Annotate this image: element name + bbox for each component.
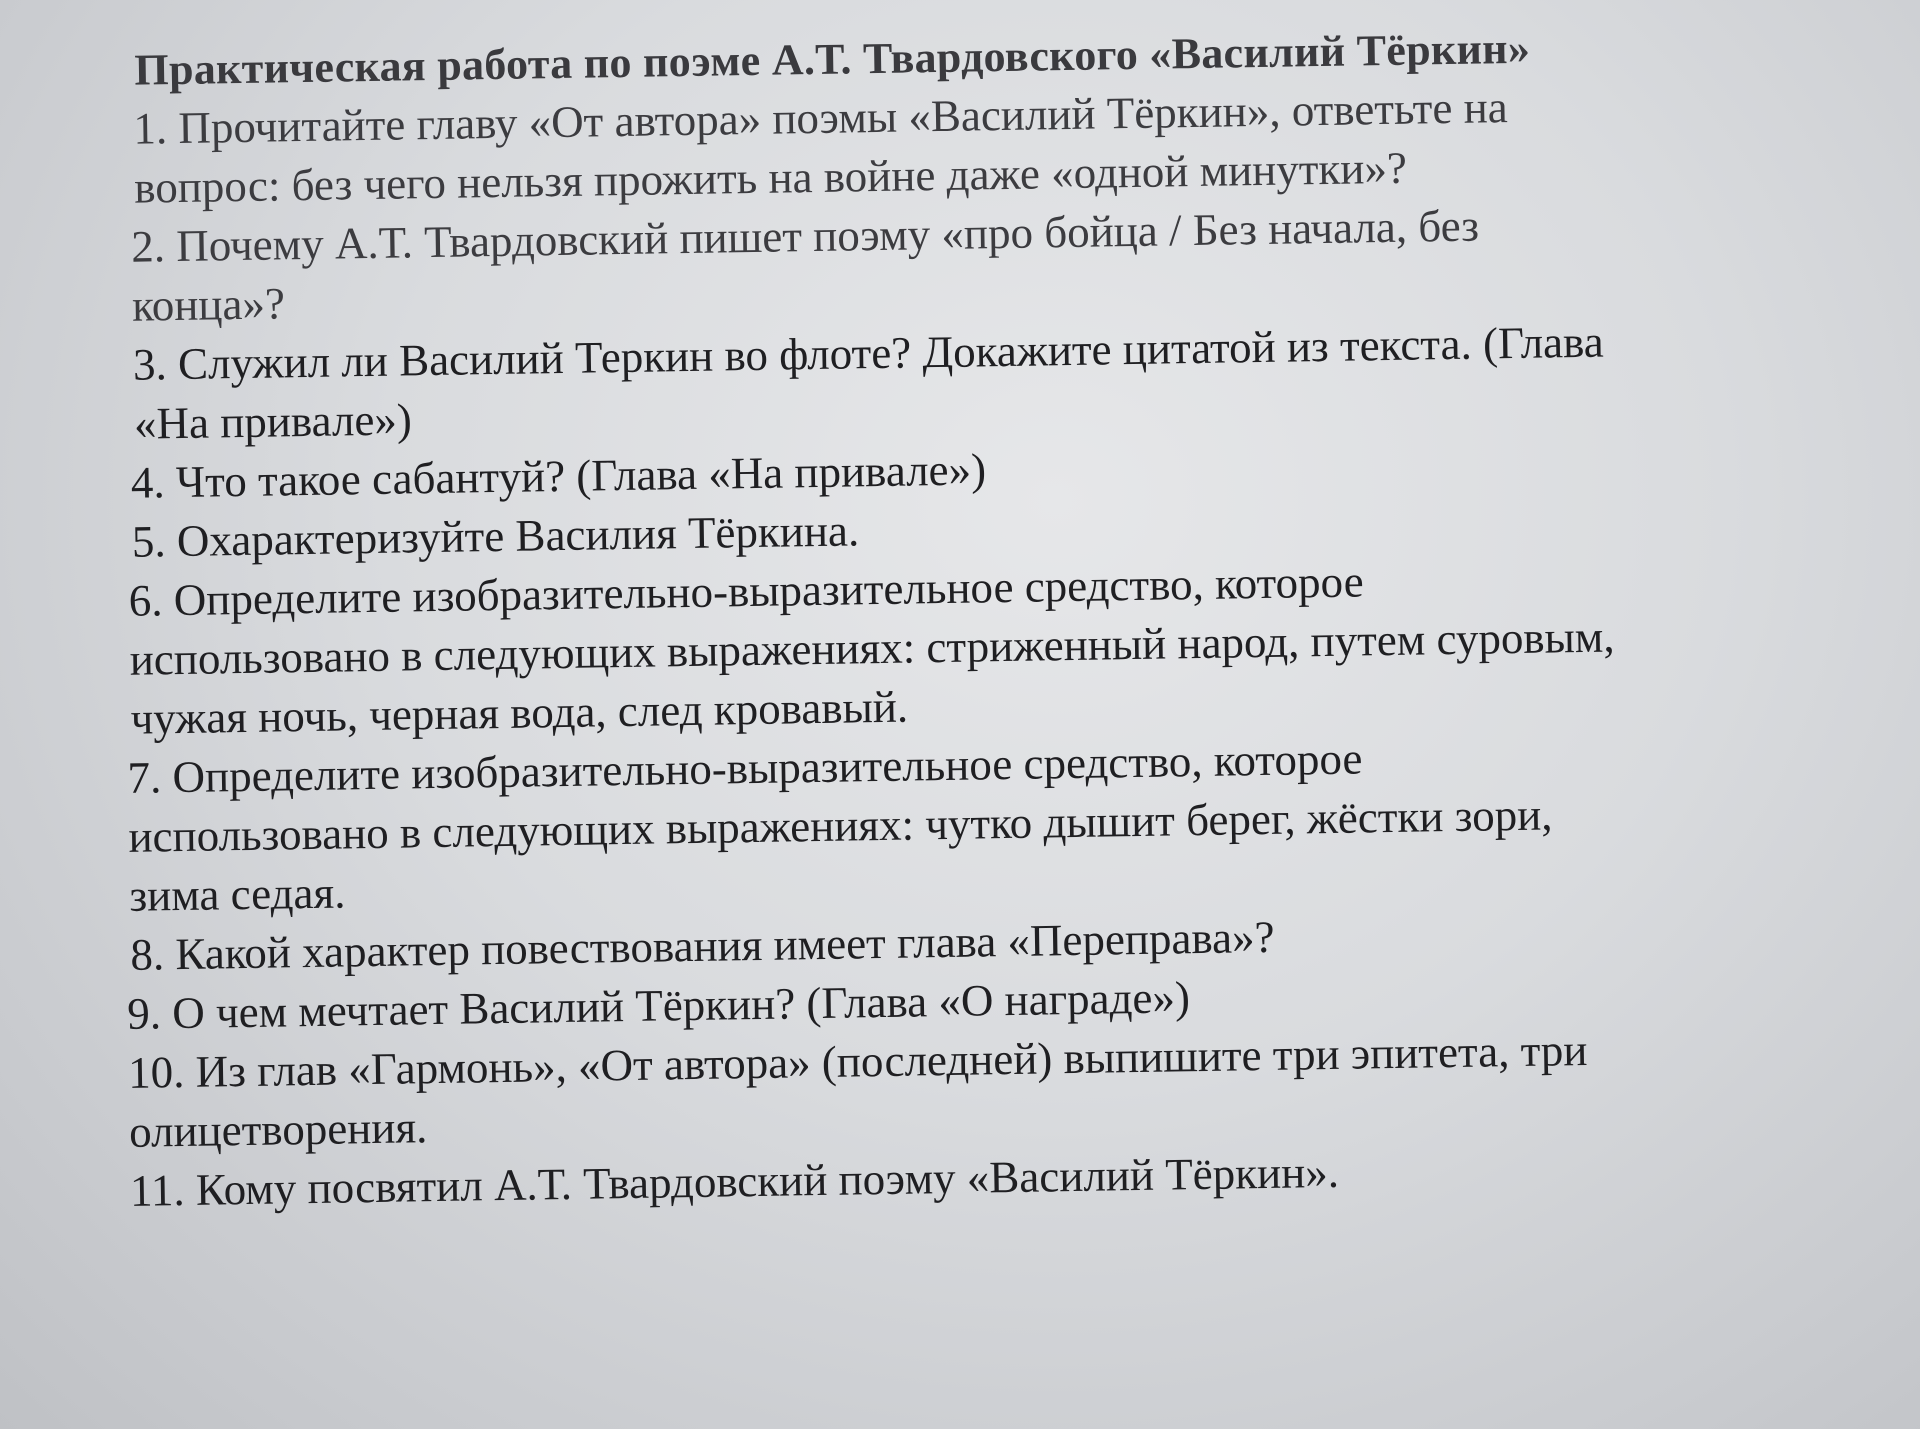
question-line: 11. Кому посвятил А.Т. Твардовский поэму «Василий Тёркин». (129, 1146, 1340, 1216)
question-line: использовано в следующих выражениях: чутко дышит берег, жёстки зори, (128, 789, 1553, 862)
question-line: зима седая. (129, 867, 346, 921)
document-title: Практическая работа по поэме А.Т. Твардовского «Василий Тёркин» (134, 23, 1531, 95)
question-line: вопрос: без чего нельзя прожить на войне даже «одной минутки»? (133, 142, 1408, 213)
question-line: 10. Из глав «Гармонь», «От автора» (последней) выпишите три эпитета, три (127, 1024, 1588, 1098)
question-line: 6. Определите изобразительно-выразительное средство, которое (128, 556, 1364, 626)
question-6 (120, 544, 1883, 749)
question-line: 3. Служил ли Василий Теркин во флоте? Докажите цитатой из текста. (Глава (132, 316, 1605, 390)
question-line: конца»? (131, 278, 286, 331)
question-line: 2. Почему А.Т. Твардовский пишет поэму «про бойца / Без начала, без (130, 200, 1480, 272)
question-line: 5. Охарактеризуйте Василия Тёркина. (131, 505, 860, 567)
question-line: олицетворения. (128, 1102, 428, 1157)
question-line: 8. Какой характер повествования имеет глава «Переправа»? (129, 911, 1275, 980)
question-line: 4. Что такое сабантуй? (Глава «На привале») (130, 444, 987, 508)
question-list (113, 72, 1890, 1221)
question-line: «На привале») (133, 394, 413, 449)
question-line: чужая ночь, черная вода, след кровавый. (130, 681, 909, 744)
question-line: использовано в следующих выражениях: стриженный народ, путем суровым, (129, 611, 1615, 685)
question-line: 7. Определите изобразительно-выразительное средство, которое (127, 733, 1363, 803)
question-line: 9. О чем мечтает Василий Тёркин? (Глава «О награде») (126, 972, 1191, 1039)
document-content (112, 14, 1890, 1220)
question-7 (123, 721, 1886, 926)
question-line: 1. Прочитайте главу «От автора» поэмы «Василий Тёркин», ответьте на (132, 82, 1509, 154)
